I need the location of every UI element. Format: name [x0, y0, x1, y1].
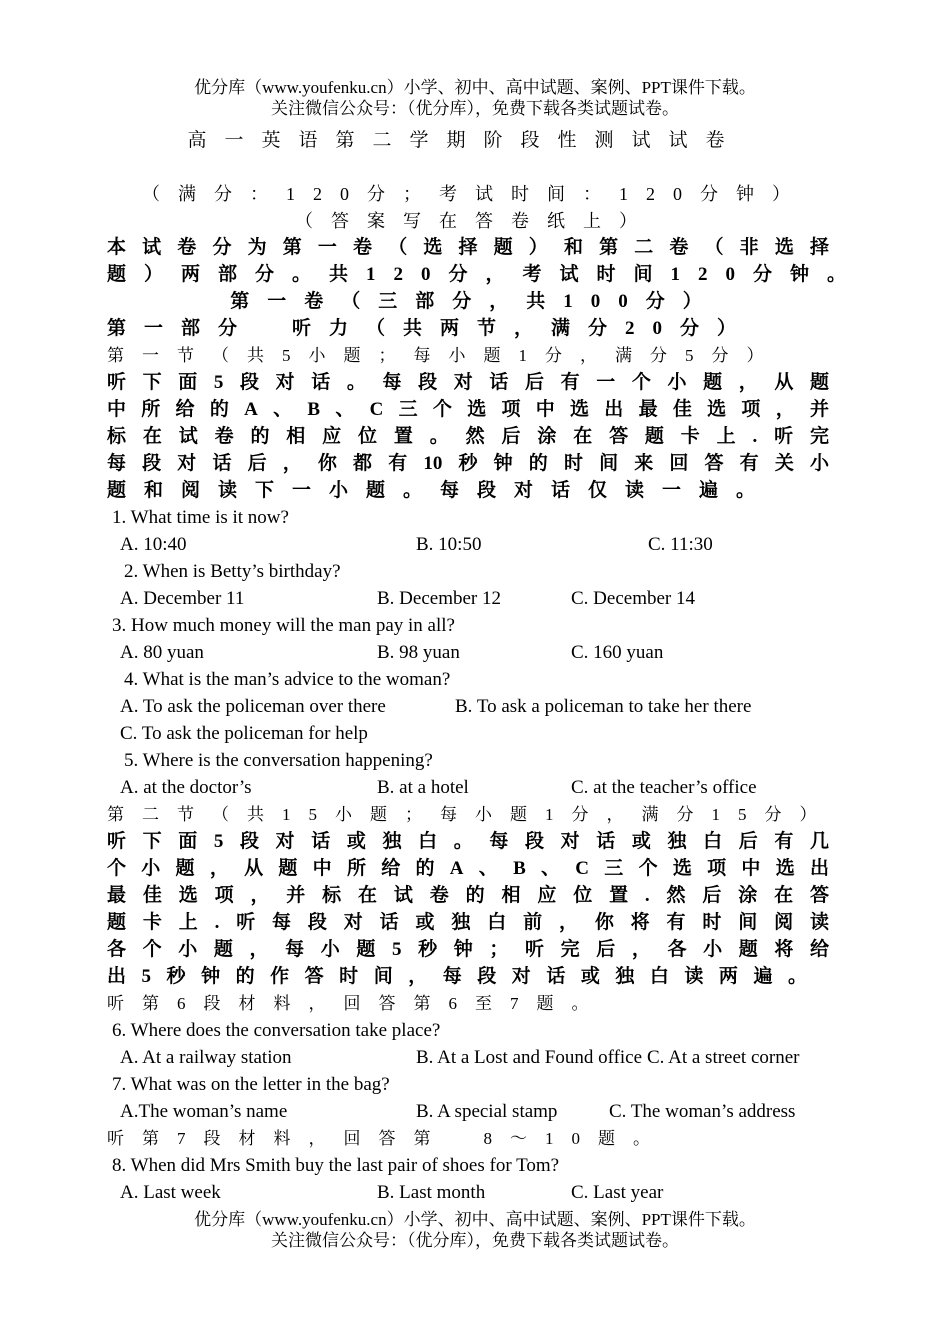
material-7-note: 听第7段材料，回答第 8～10题。 [107, 1129, 668, 1148]
section-2-instruction-4: 题卡上.听每段对话或独白前，你将有时间阅读 [107, 912, 829, 933]
exam-title: 高一英语第二学期阶段性测试试卷 [187, 130, 743, 151]
question-8-option-b: B. Last month [377, 1182, 486, 1203]
section-2-instruction-2: 个小题，从题中所给的A、B、C三个选项中选出 [107, 858, 829, 879]
section-1-instruction-2: 中所给的A、B、C三个选项中选出最佳选项，并 [107, 399, 829, 420]
header-line-2: 关注微信公众号：（优分库），免费下载各类试题试卷。 [271, 99, 679, 118]
question-8: 8. When did Mrs Smith buy the last pair of shoes for Tom? [112, 1155, 560, 1176]
question-3: 3. How much money will the man pay in all? [112, 615, 455, 636]
question-7-option-b: B. A special stamp [416, 1101, 558, 1122]
question-4: 4. What is the man’s advice to the woman? [124, 669, 451, 690]
question-3-option-c: C. 160 yuan [571, 642, 664, 663]
part-1-heading: 第一部分 听力（共两节，满分20分） [107, 318, 755, 339]
question-5-option-a: A. at the doctor’s [120, 777, 252, 798]
question-8-option-a: A. Last week [120, 1182, 221, 1203]
score-time-line: （满分：120分；考试时间：120分钟） [142, 184, 808, 204]
question-5: 5. Where is the conversation happening? [124, 750, 433, 771]
question-6-option-c: C. At a street corner [647, 1047, 800, 1068]
question-1-option-a: A. 10:40 [120, 534, 187, 555]
section-2-instruction-5: 各个小题，每小题5秒钟；听完后，各小题将给 [107, 939, 829, 960]
section-1-instruction-5: 题和阅读下一小题。每段对话仅读一遍。 [107, 480, 774, 501]
question-3-option-b: B. 98 yuan [377, 642, 460, 663]
question-2: 2. When is Betty’s birthday? [124, 561, 341, 582]
answer-note: （答案写在答卷纸上） [295, 211, 655, 231]
section-1-instruction-3: 标在试卷的相应位置。然后涂在答题卡上.听完 [107, 426, 829, 447]
question-2-option-a: A. December 11 [120, 588, 245, 609]
footer-line-1: 优分库（www.youfenku.cn）小学、初中、高中试题、案例、PPT课件下载。 [194, 1210, 756, 1229]
question-4-option-a: A. To ask the policeman over there [120, 696, 386, 717]
question-1: 1. What time is it now? [112, 507, 289, 528]
intro-line-1: 本试卷分为第一卷（选择题）和第二卷（非选择 [107, 237, 829, 258]
question-2-option-c: C. December 14 [571, 588, 695, 609]
question-8-option-c: C. Last year [571, 1182, 664, 1203]
question-6: 6. Where does the conversation take place? [112, 1020, 441, 1041]
section-2-instruction-3: 最佳选项，并标在试卷的相应位置.然后涂在答 [107, 885, 829, 906]
question-1-option-c: C. 11:30 [648, 534, 713, 555]
section-2-title: 第二节（共15小题；每小题1分，满分15分） [107, 805, 835, 824]
question-7-option-c: C. The woman’s address [609, 1101, 796, 1122]
question-7: 7. What was on the letter in the bag? [112, 1074, 390, 1095]
section-1-instruction-1: 听下面5段对话。每段对话后有一个小题，从题 [107, 372, 829, 393]
question-5-option-c: C. at the teacher’s office [571, 777, 757, 798]
footer-line-2: 关注微信公众号：（优分库），免费下载各类试题试卷。 [271, 1231, 679, 1250]
section-2-instruction-1: 听下面5段对话或独白。每段对话或独白后有几 [107, 831, 829, 852]
section-2-instruction-6: 出5秒钟的作答时间，每段对话或独白读两遍。 [107, 966, 807, 987]
intro-line-2: 题）两部分。共120分，考试时间120分钟。 [107, 264, 865, 285]
question-7-option-a: A.The woman’s name [120, 1101, 288, 1122]
question-3-option-a: A. 80 yuan [120, 642, 204, 663]
material-6-note: 听第6段材料，回答第6至7题。 [107, 994, 607, 1013]
header-line-1: 优分库（www.youfenku.cn）小学、初中、高中试题、案例、PPT课件下载。 [194, 78, 756, 97]
question-5-option-b: B. at a hotel [377, 777, 469, 798]
question-4-option-b: B. To ask a policeman to take her there [455, 696, 752, 717]
section-1-title: 第一节（共5小题；每小题1分，满分5分） [107, 346, 782, 365]
question-6-option-a: A. At a railway station [120, 1047, 292, 1068]
volume-1-heading: 第一卷（三部分，共100分） [230, 291, 720, 312]
section-1-instruction-4: 每段对话后，你都有10秒钟的时间来回答有关小 [107, 453, 829, 474]
question-2-option-b: B. December 12 [377, 588, 501, 609]
question-1-option-b: B. 10:50 [416, 534, 482, 555]
question-6-option-b: B. At a Lost and Found office [416, 1047, 643, 1068]
question-4-option-c: C. To ask the policeman for help [120, 723, 368, 744]
